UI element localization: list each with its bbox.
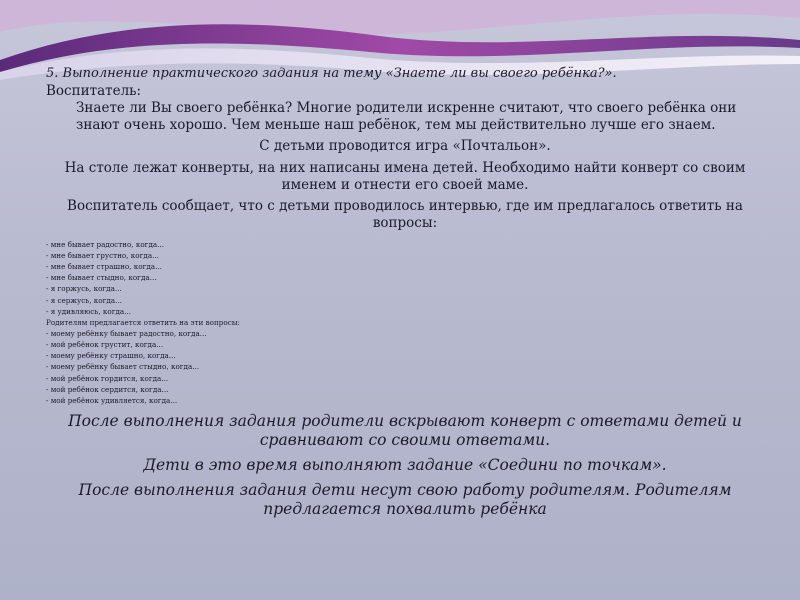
list-item: - моему ребёнку бывает радостно, когда... (46, 329, 207, 338)
role-label: Воспитатель: (46, 82, 142, 99)
after-task-paragraph: После выполнения задания родители вскрывают конверт с ответами детей и сравнивают со своими ответами. (68, 412, 742, 449)
slide-content (46, 66, 764, 519)
list-item: - мне бывает радостно, когда... (46, 239, 165, 249)
praise-paragraph: После выполнения задания дети несут свою работу родителям. Родителям предлагается похвалить ребёнка (78, 480, 732, 518)
game-line: С детьми проводится игра «Почтальон». (259, 138, 551, 155)
interview-paragraph: Воспитатель сообщает, что с детьми проводилось интервью, где им предлагалось ответить на вопросы: (67, 198, 743, 232)
list-item: - я сержусь, когда... (46, 295, 122, 305)
wave-top-band (0, 0, 800, 35)
task-heading: 5. Выполнение практического задания на тему «Знаете ли вы своего ребёнка?». (46, 66, 617, 81)
children-task-paragraph: Дети в это время выполняют задание «Соедини по точкам». (143, 455, 667, 474)
list-item: - мне бывает страшно, когда... (46, 262, 162, 272)
list-item: - моему ребёнку бывает стыдно, когда... (46, 362, 200, 372)
parent-questions-list (46, 328, 764, 406)
list-item: - мне бывает стыдно, когда... (46, 273, 157, 283)
list-item: - мне бывает грустно, когда... (46, 250, 159, 260)
list-item: - мой ребёнок сердится, когда... (46, 384, 169, 394)
list-item: - мой ребёнок гордится, когда... (46, 373, 169, 383)
list-item: - мой ребёнок удивляется, когда... (46, 395, 178, 405)
list-item: - я горжусь, когда... (46, 284, 122, 294)
child-questions-list (46, 239, 764, 317)
parents-intro: Родителям предлагается ответить на эти вопросы: (46, 317, 240, 327)
envelopes-paragraph: На столе лежат конверты, на них написаны имена детей. Необходимо найти конверт со своим именем и отнести его своей маме. (64, 159, 746, 193)
list-item: - я удивляюсь, когда... (46, 306, 132, 316)
list-item: - моему ребёнку страшно, когда... (46, 351, 176, 361)
list-item: - мой ребёнок грустит, когда... (46, 340, 164, 350)
intro-paragraph: Знаете ли Вы своего ребёнка? Многие родители искренне считают, что своего ребёнка они знают очень хорошо. Чем меньше наш ребёнок, тем мы действительно лучше его знаем. (76, 99, 737, 134)
